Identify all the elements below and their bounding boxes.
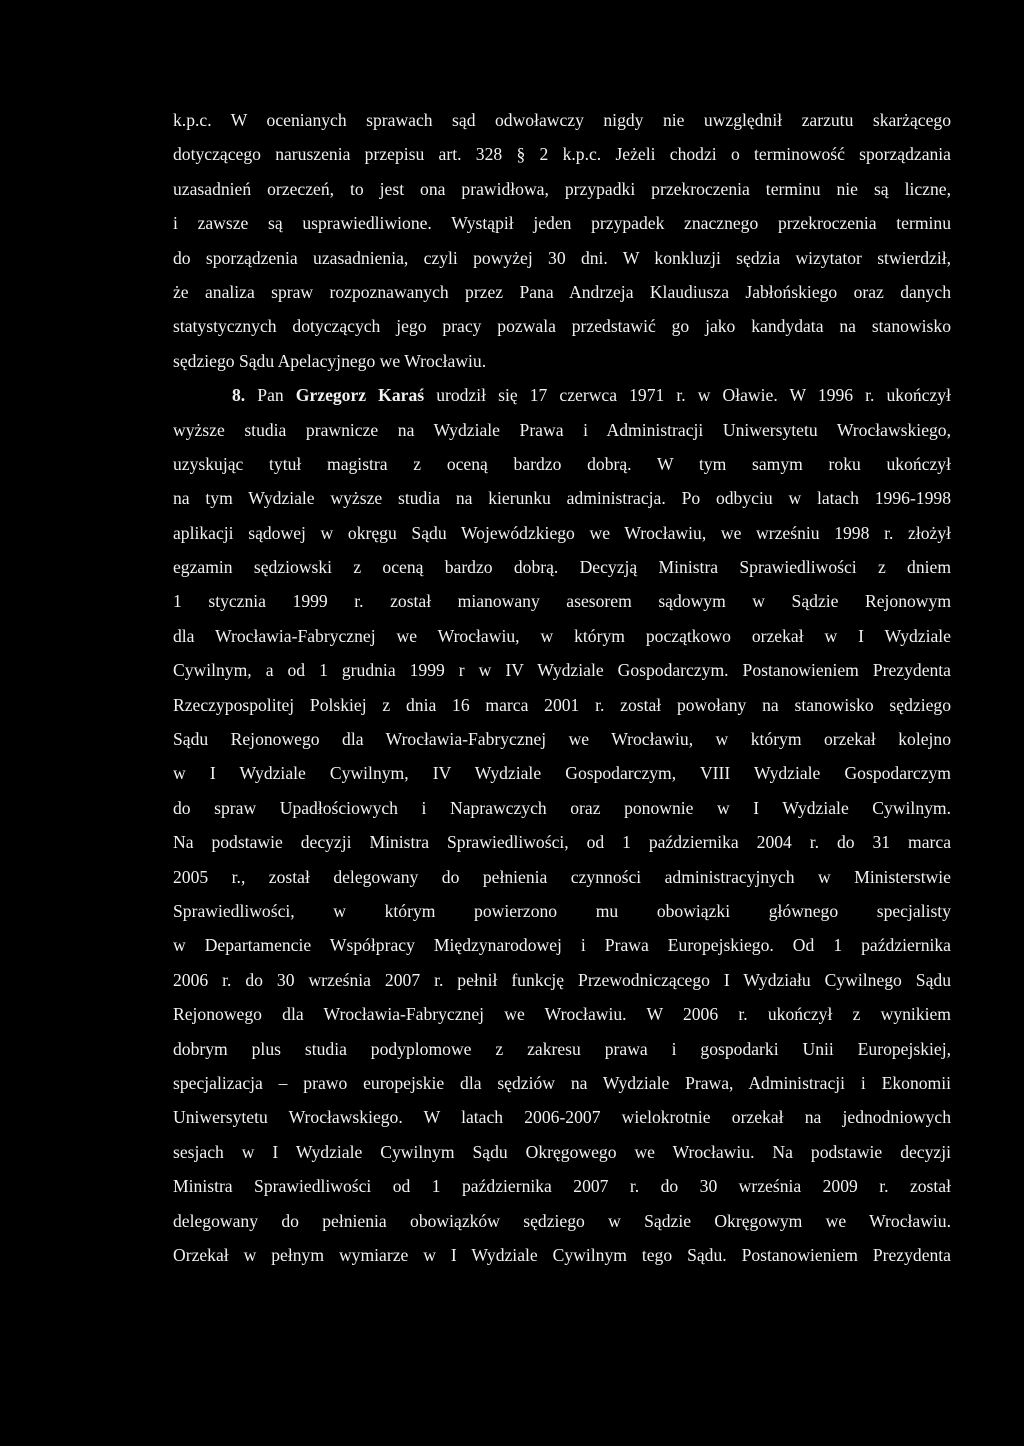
text-line: sędziego Sądu Apelacyjnego we Wrocławiu. xyxy=(173,350,487,371)
text-line: Rejonowego dla Wrocławia-Fabrycznej we Wrocławiu. W 2006 r. ukończył z wynikiem xyxy=(173,1004,951,1025)
text-line: egzamin sędziowski z oceną bardzo dobrą. Decyzją Ministra Sprawiedliwości z dniem xyxy=(173,557,951,578)
text-line: Na podstawie decyzji Ministra Sprawiedliwości, od 1 października 2004 r. do 31 marca xyxy=(173,832,951,853)
text-line: Cywilnym, a od 1 grudnia 1999 r w IV Wydziale Gospodarczym. Postanowieniem Prezydenta xyxy=(173,660,951,681)
text-line: delegowany do pełnienia obowiązków sędziego w Sądzie Okręgowym we Wrocławiu. xyxy=(173,1210,951,1231)
text-line: Ministra Sprawiedliwości od 1 października 2007 r. do 30 września 2009 r. został xyxy=(173,1176,951,1197)
person-name: Grzegorz Karaś xyxy=(295,385,425,406)
document-body xyxy=(173,103,951,1272)
paragraph-8-first-line xyxy=(173,378,951,412)
text-line: sesjach w I Wydziale Cywilnym Sądu Okręgowego we Wrocławiu. Na podstawie decyzji xyxy=(173,1141,951,1162)
text-line: uzasadnień orzeczeń, to jest ona prawidłowa, przypadki przekroczenia terminu nie są liczne, xyxy=(173,178,951,199)
text-line: Uniwersytetu Wrocławskiego. W latach 2006-2007 wielokrotnie orzekał na jednodniowych xyxy=(173,1107,951,1128)
text-line: wyższe studia prawnicze na Wydziale Prawa i Administracji Uniwersytetu Wrocławskiego, xyxy=(173,419,951,440)
text-line: Rzeczypospolitej Polskiej z dnia 16 marca 2001 r. został powołany na stanowisko sędziego xyxy=(173,694,951,715)
text-line: 2006 r. do 30 września 2007 r. pełnił funkcję Przewodniczącego I Wydziału Cywilnego Sądu xyxy=(173,969,951,990)
text-line: i zawsze są usprawiedliwione. Wystąpił jeden przypadek znacznego przekroczenia terminu xyxy=(173,213,951,234)
text-line: dotyczącego naruszenia przepisu art. 328 § 2 k.p.c. Jeżeli chodzi o terminowość sporządzania xyxy=(173,144,951,165)
paragraph-text: urodził się 17 czerwca 1971 r. w Oławie. W 1996 r. ukończył xyxy=(424,385,951,406)
text-line: Sądu Rejonowego dla Wrocławia-Fabrycznej we Wrocławiu, w którym orzekał kolejno xyxy=(173,729,951,750)
text-line: Orzekał w pełnym wymiarze w I Wydziale Cywilnym tego Sądu. Postanowieniem Prezydenta xyxy=(173,1244,951,1265)
text-line: specjalizacja – prawo europejskie dla sędziów na Wydziale Prawa, Administracji i Ekonomii xyxy=(173,1072,951,1093)
text-line: 2005 r., został delegowany do pełnienia czynności administracyjnych w Ministerstwie xyxy=(173,866,951,887)
text-line: statystycznych dotyczących jego pracy pozwala przedstawić go jako kandydata na stanowisko xyxy=(173,316,951,337)
text-line: Sprawiedliwości, w którym powierzono mu obowiązki głównego specjalisty xyxy=(173,900,951,921)
text-line: aplikacji sądowej w okręgu Sądu Wojewódzkiego we Wrocławiu, we wrześniu 1998 r. złożył xyxy=(173,522,951,543)
text-line: k.p.c. W ocenianych sprawach sąd odwoławczy nigdy nie uwzględnił zarzutu skarżącego xyxy=(173,110,951,130)
text-line: w Departamencie Współpracy Międzynarodowej i Prawa Europejskiego. Od 1 października xyxy=(173,935,951,956)
text-line: w I Wydziale Cywilnym, IV Wydziale Gospodarczym, VIII Wydziale Gospodarczym xyxy=(173,763,951,784)
text-line: do sporządzenia uzasadnienia, czyli powyżej 30 dni. W konkluzji sędzia wizytator stwierdził, xyxy=(173,247,951,268)
paragraph-number: 8. xyxy=(232,385,246,406)
text-line: że analiza spraw rozpoznawanych przez Pana Andrzeja Klaudiusza Jabłońskiego oraz danych xyxy=(173,281,951,302)
text-line: dobrym plus studia podyplomowe z zakresu prawa i gospodarki Unii Europejskiej, xyxy=(173,1038,951,1059)
paragraph-text: Pan xyxy=(245,385,296,406)
text-line: do spraw Upadłościowych i Naprawczych oraz ponownie w I Wydziale Cywilnym. xyxy=(173,797,951,818)
text-line: uzyskując tytuł magistra z oceną bardzo dobrą. W tym samym roku ukończył xyxy=(173,453,951,474)
text-line: 1 stycznia 1999 r. został mianowany asesorem sądowym w Sądzie Rejonowym xyxy=(173,591,951,612)
text-line: na tym Wydziale wyższe studia na kierunku administracja. Po odbyciu w latach 1996-1998 xyxy=(173,488,951,509)
text-line: dla Wrocławia-Fabrycznej we Wrocławiu, w którym początkowo orzekał w I Wydziale xyxy=(173,625,951,646)
